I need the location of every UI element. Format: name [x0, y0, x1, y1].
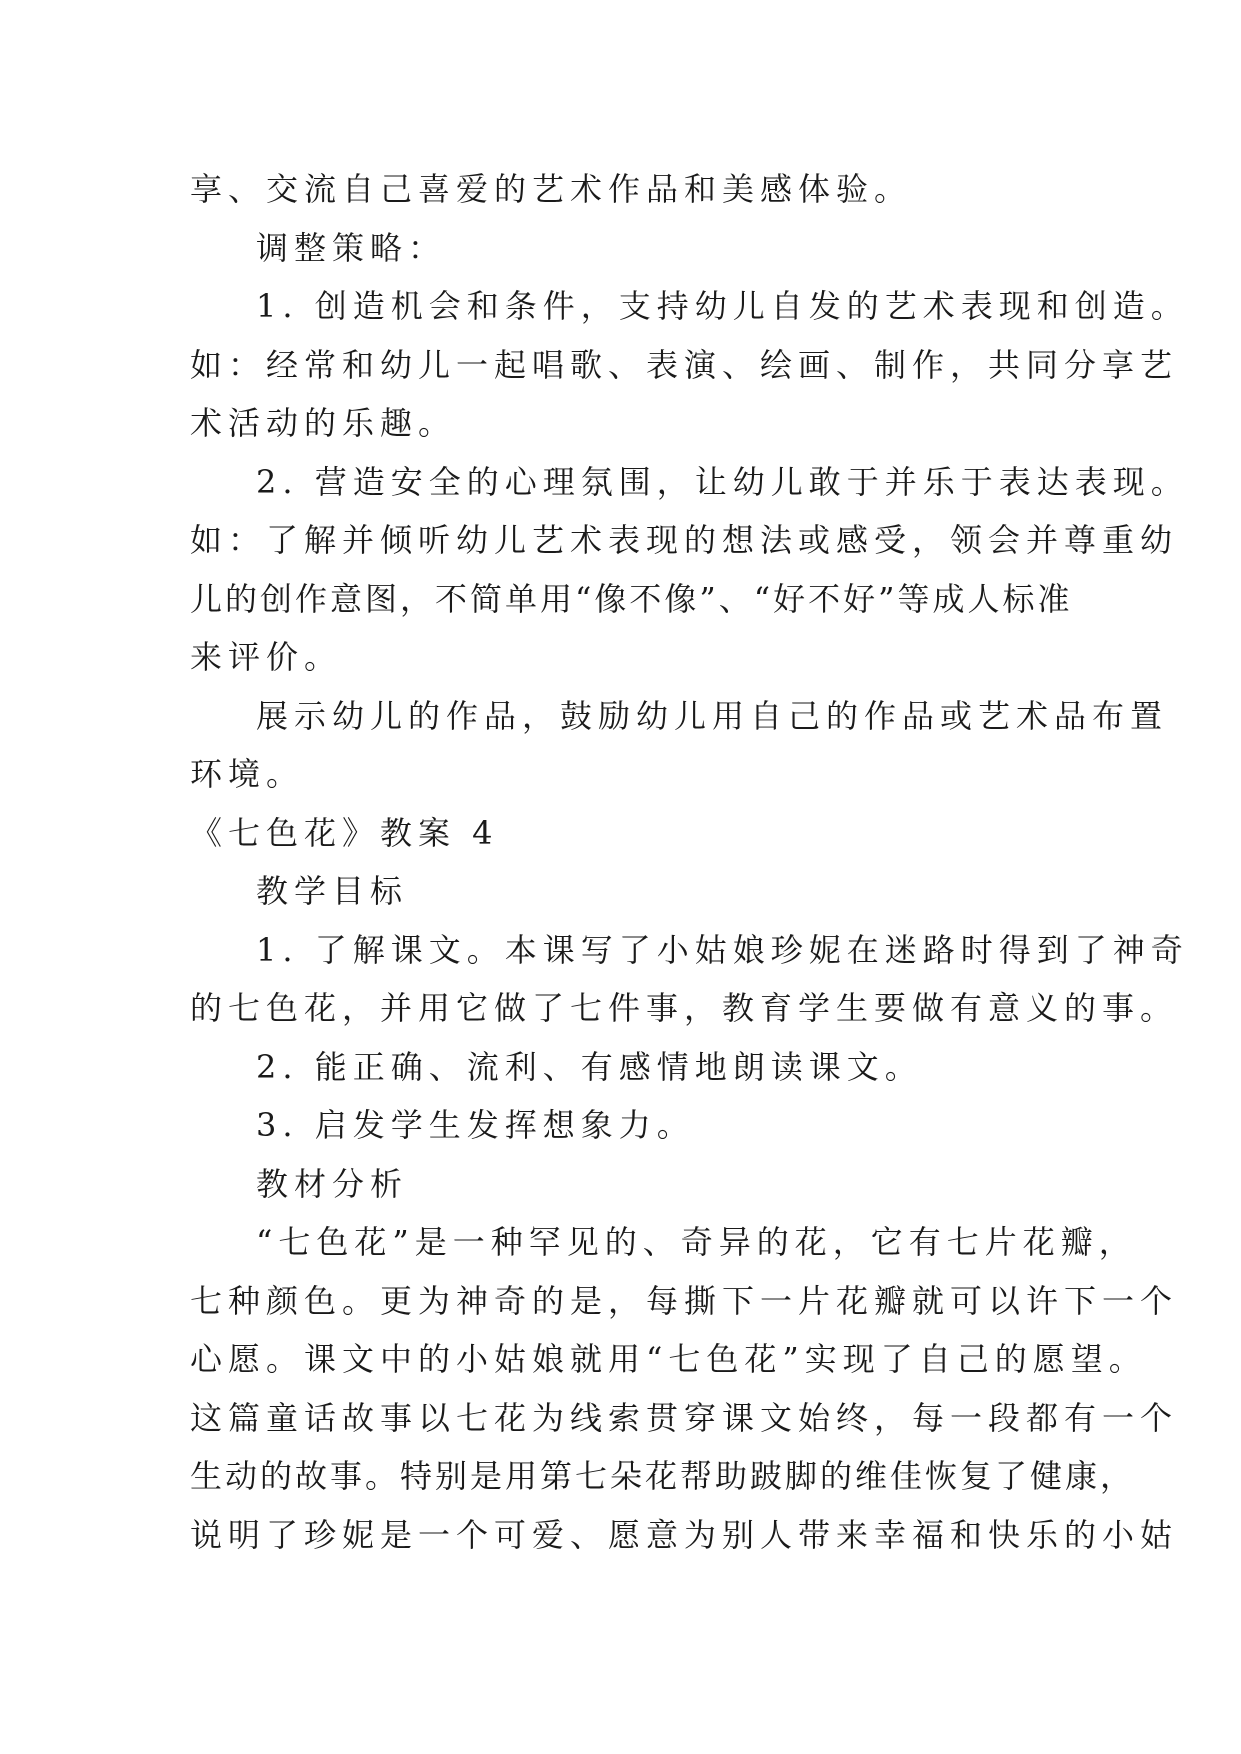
paragraph-line: 1. 创造机会和条件，支持幼儿自发的艺术表现和创造。	[256, 287, 1189, 325]
paragraph-line: 如：了解并倾听幼儿艺术表现的想法或感受，领会并尊重幼	[190, 521, 1179, 559]
paragraph-line: 生动的故事。特别是用第七朵花帮助跛脚的维佳恢复了健康，	[190, 1457, 1136, 1495]
paragraph-line: 3. 启发学生发挥想象力。	[256, 1106, 695, 1144]
paragraph-line: 1. 了解课文。本课写了小姑娘珍妮在迷路时得到了神奇	[256, 930, 1189, 969]
paragraph-line: 环境。	[190, 755, 305, 793]
paragraph-line: 展示幼儿的作品，鼓励幼儿用自己的作品或艺术品布置	[256, 696, 1169, 735]
paragraph-line: 术活动的乐趣。	[190, 404, 457, 442]
paragraph-line: 的七色花，并用它做了七件事，教育学生要做有意义的事。	[190, 989, 1179, 1027]
paragraph-line: 说明了珍妮是一个可爱、愿意为别人带来幸福和快乐的小姑	[190, 1515, 1179, 1554]
paragraph-line: 2. 能正确、流利、有感情地朗读课文。	[256, 1047, 923, 1086]
paragraph-line: 七种颜色。更为神奇的是，每撕下一片花瓣就可以许下一个	[190, 1281, 1179, 1320]
paragraph-line: 这篇童话故事以七花为线索贯穿课文始终，每一段都有一个	[190, 1398, 1179, 1437]
paragraph-line: 来评价。	[190, 638, 343, 676]
paragraph-line: 如：经常和幼儿一起唱歌、表演、绘画、制作，共同分享艺	[190, 345, 1179, 384]
paragraph-line: 享、交流自己喜爱的艺术作品和美感体验。	[190, 170, 913, 208]
document-body	[190, 160, 1189, 1564]
paragraph-line: “七色花”是一种罕见的、奇异的花，它有七片花瓣，	[256, 1223, 1137, 1261]
paragraph-line: 心愿。课文中的小姑娘就用“七色花”实现了自己的愿望。	[190, 1340, 1147, 1378]
section-heading: 教材分析	[256, 1164, 409, 1203]
paragraph-line: 儿的创作意图，不简单用“像不像”、“好不好”等成人标准	[190, 579, 1073, 618]
section-heading: 调整策略：	[256, 228, 447, 267]
document-title: 《七色花》教案 4	[190, 813, 499, 852]
paragraph-line: 2. 营造安全的心理氛围，让幼儿敢于并乐于表达表现。	[256, 462, 1189, 501]
section-heading: 教学目标	[256, 872, 409, 910]
